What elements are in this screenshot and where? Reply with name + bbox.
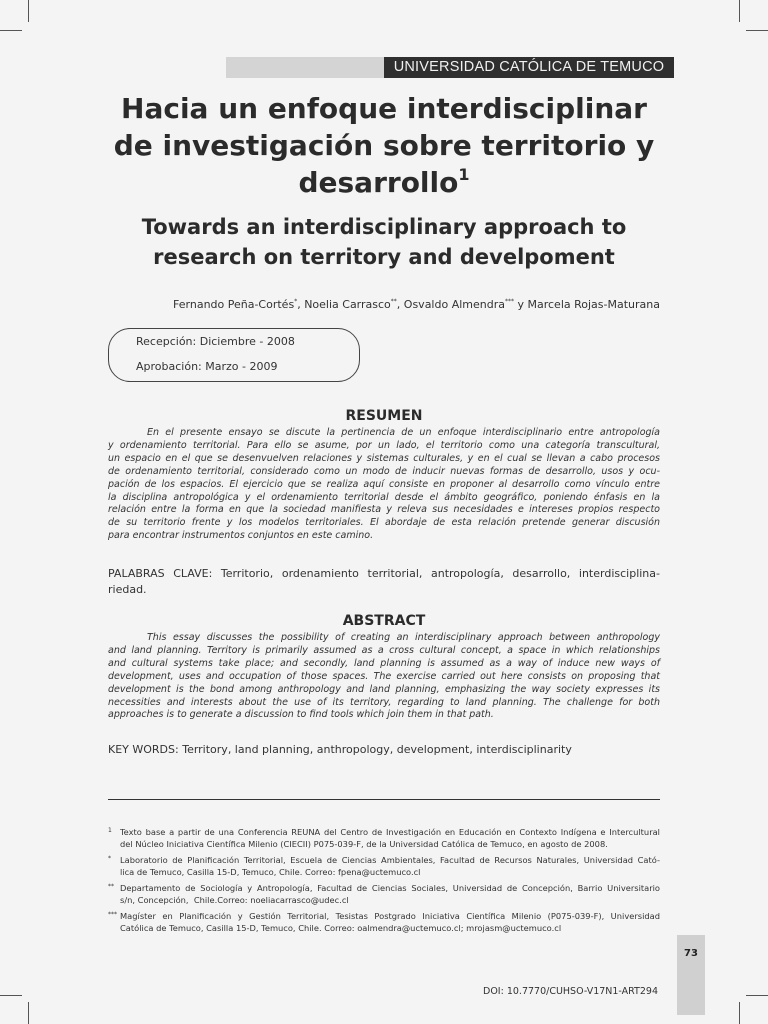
doi: DOI: 10.7770/CUHSO-V17N1-ART294 bbox=[483, 986, 658, 997]
footnote-text bbox=[120, 882, 660, 906]
author-footnote-mark: *** bbox=[504, 298, 514, 305]
text-line: En el presente ensayo se discute la pertinencia de un enfoque interdisciplinario entre antropología bbox=[147, 427, 660, 438]
footnote-text bbox=[120, 910, 660, 934]
palabras-clave-line: riedad. bbox=[108, 583, 147, 596]
footnote-line: s/n, Concepción, Chile.Correo: noeliacarrasco@udec.cl bbox=[120, 895, 349, 905]
authors-line bbox=[90, 298, 660, 311]
footnote-mark: * bbox=[108, 855, 111, 862]
footnote-line: Departamento de Sociología y Antropología, Facultad de Ciencias Sociales, Universidad de Concepción, Barrio Universitario bbox=[120, 883, 660, 893]
text-line: pación de los espacios. El ejercicio que se realiza aquí consiste en proponer al desarrollo como vínculo entre bbox=[108, 478, 660, 490]
text-line: relación entre la forma en que la sociedad manifiesta y releva sus necesidades e intereses propios respecto bbox=[108, 504, 660, 516]
footnote-line: lica de Temuco, Casilla 15-D, Temuco, Chile. Correo: fpena@uctemuco.cl bbox=[120, 867, 421, 877]
title-footnote-mark: 1 bbox=[458, 165, 470, 184]
text-line: de su territorio frente y los modelos territoriales. El abordaje de esta relación pretende generar discusión bbox=[108, 517, 660, 529]
text-line: para encontrar instrumentos conjuntos en este camino. bbox=[108, 530, 374, 542]
footnote-line: del Núcleo Iniciativa Científica Milenio (CIECII) P075-039-F, de la Universidad Católica de Temuco, en agosto de 2008. bbox=[120, 839, 608, 849]
footnote-text bbox=[120, 854, 660, 878]
text-line: and land planning. Territory is primarily assumed as a cross cultural concept, a space in which relationships bbox=[108, 644, 660, 656]
title-english bbox=[100, 212, 668, 272]
author-name: Fernando Peña-Cortés bbox=[173, 298, 295, 311]
author-name: Marcela Rojas-Maturana bbox=[527, 298, 660, 311]
footnote-mark: ** bbox=[108, 883, 114, 890]
text-line: necessities and interests about the use of its territory, regarding to land planning. The challenge for both bbox=[108, 696, 660, 708]
author-separator: , bbox=[396, 298, 404, 311]
title-spanish-line bbox=[100, 164, 668, 201]
footnote-line: Magíster en Planificación y Gestión Territorial, Tesistas Postgrado Iniciativa Científica Milenio (P075-039-F), Universidad bbox=[120, 911, 660, 921]
crop-mark bbox=[0, 30, 22, 31]
crop-mark bbox=[28, 1002, 29, 1024]
footnote-line: Católica de Temuco, Casilla 15-D, Temuco, Chile. Correo: oalmendra@uctemuco.cl; mrojasm@uctemuco.cl bbox=[120, 923, 562, 933]
text-line: development is the bond among anthropology and land planning, emphasizing the way society expresses its bbox=[108, 683, 660, 695]
abstract-heading: ABSTRACT bbox=[342, 613, 426, 629]
footnote-mark: 1 bbox=[108, 827, 112, 834]
reception-date: Recepción: Diciembre - 2008 bbox=[136, 335, 295, 348]
footnote bbox=[108, 882, 660, 906]
title-spanish-line: de investigación sobre territorio y bbox=[113, 129, 655, 162]
crop-mark bbox=[739, 1002, 740, 1024]
footnote-mark: *** bbox=[108, 911, 117, 918]
author-separator: , bbox=[297, 298, 305, 311]
text-line: de ordenamiento territorial, considerado como un modo de inducir nuevas formas de desarrollo, usos y ocu- bbox=[108, 465, 660, 477]
palabras-clave bbox=[108, 566, 660, 598]
page-tab bbox=[677, 935, 705, 1015]
institution-name: UNIVERSIDAD CATÓLICA DE TEMUCO bbox=[384, 57, 674, 78]
title-spanish-line: Hacia un enfoque interdisciplinar bbox=[121, 92, 647, 125]
crop-mark bbox=[739, 0, 740, 22]
crop-mark bbox=[0, 995, 22, 996]
author-footnote-mark: ** bbox=[390, 298, 397, 305]
abstract-body bbox=[108, 632, 660, 722]
author-footnote-mark: * bbox=[294, 298, 298, 305]
crop-mark bbox=[28, 0, 29, 22]
author-separator: y bbox=[513, 298, 528, 311]
footnote bbox=[108, 854, 660, 878]
text-line: un espacio en el que se desenvuelven relaciones y sistemas culturales, y en el cual se llevan a cabo procesos bbox=[108, 452, 660, 464]
crop-mark bbox=[746, 995, 768, 996]
text-line: development, uses and occupation of those spaces. The exercise carried out here consists on proposing that bbox=[108, 670, 660, 682]
title-spanish-last-word: desarrollo bbox=[298, 166, 459, 199]
page-number: 73 bbox=[684, 948, 698, 959]
resumen-body bbox=[108, 427, 660, 543]
author-name: Osvaldo Almendra bbox=[403, 298, 505, 311]
footnote-text bbox=[120, 826, 660, 850]
resumen-heading: RESUMEN bbox=[345, 408, 423, 424]
approval-date: Aprobación: Marzo - 2009 bbox=[136, 360, 278, 373]
palabras-clave-line: PALABRAS CLAVE: Territorio, ordenamiento territorial, antropología, desarrollo, interdisciplina- bbox=[108, 567, 660, 580]
text-line: y ordenamiento territorial. Para ello se asume, por un lado, el territorio como una categoría transcultural, bbox=[108, 439, 660, 451]
key-words: KEY WORDS: Territory, land planning, anthropology, development, interdisciplinarity bbox=[108, 743, 572, 756]
text-line: la disciplina antropológica y el ordenamiento territorial desde el ámbito geográfico, poniendo énfasis en la bbox=[108, 491, 660, 503]
text-line: approaches is to generate a discussion to find tools which join them in that path. bbox=[108, 709, 494, 721]
footnote bbox=[108, 826, 660, 850]
text-line: and cultural systems take place; and secondly, land planning is assumed as a way of induce new ways of bbox=[108, 657, 660, 669]
footnote-line: Texto base a partir de una Conferencia REUNA del Centro de Investigación en Educación en Contexto Indígena e Intercultural bbox=[120, 827, 660, 837]
crop-mark bbox=[746, 30, 768, 31]
footnote-line: Laboratorio de Planificación Territorial, Escuela de Ciencias Ambientales, Facultad de Recursos Naturales, Universidad Cató- bbox=[120, 855, 660, 865]
footnote bbox=[108, 910, 660, 934]
title-english-line: research on territory and develpoment bbox=[153, 245, 615, 269]
text-line: This essay discusses the possibility of creating an interdisciplinary approach between anthropology bbox=[147, 632, 660, 643]
author-name: Noelia Carrasco bbox=[304, 298, 391, 311]
title-english-line: Towards an interdisciplinary approach to bbox=[141, 215, 627, 239]
title-spanish bbox=[100, 90, 668, 201]
footnote-divider bbox=[108, 799, 660, 800]
